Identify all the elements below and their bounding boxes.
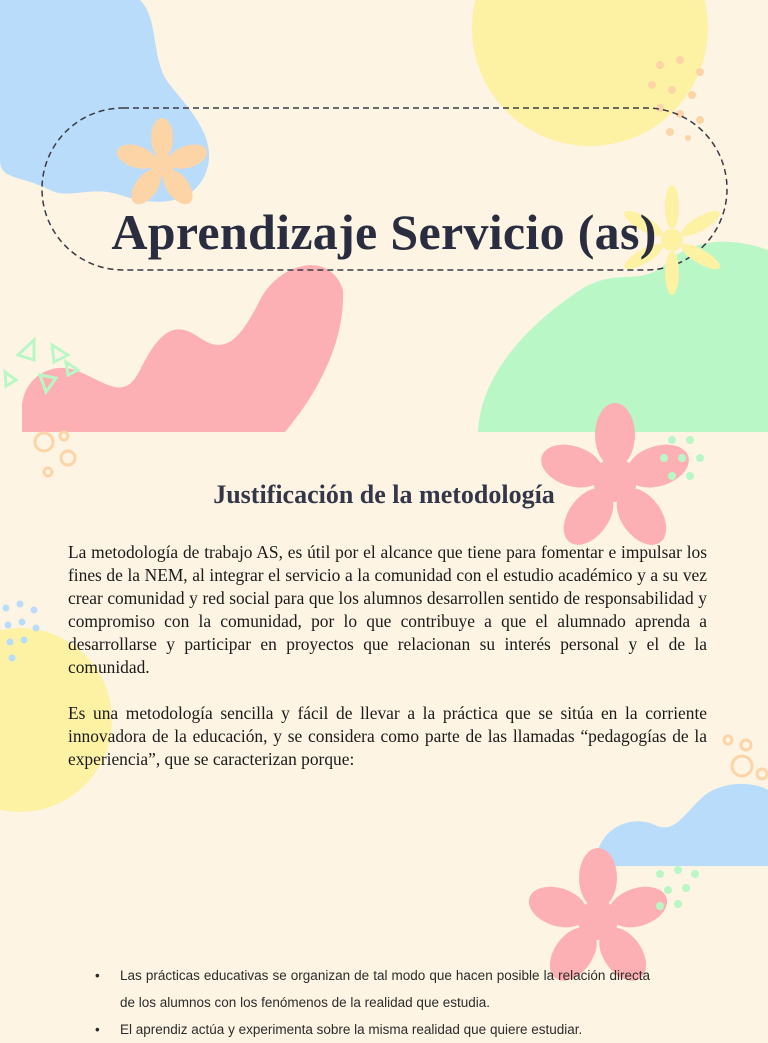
list-item — [95, 1016, 650, 1043]
list-item-text: El aprendiz actúa y experimenta sobre la misma realidad que quiere estudiar. — [120, 1022, 583, 1037]
paragraph-2: Es una metodología sencilla y fácil de llevar a la práctica que se sitúa en la corriente innovadora de la educación, y se considera como parte de las llamadas “pedagogías de la experiencia”, que se caracterizan porque: — [68, 703, 707, 769]
blue-blob-top — [0, 0, 209, 202]
list-item-text: Las prácticas educativas se organizan de tal modo que hacen posible la relación directa de los alumnos con los fenómenos de la realidad que estudia. — [120, 968, 650, 1010]
orange-rings-left — [35, 432, 75, 476]
blue-blob-bottom — [596, 784, 768, 866]
bullet-icon: • — [95, 1022, 100, 1037]
paragraph-1: La metodología de trabajo AS, es útil por el alcance que tiene para fomentar e impulsar los fines de la NEM, al integrar el servicio a la comunidad con el estudio académico y a su vez crear comunidad y red social para que los alumnos desarrollen sentido de responsabilidad y compromiso con la comunidad, por lo que contribuye a que el alumnado aprenda a desarrollarse y participar en proyectos que relacionan su interés personal y el de la comunidad. — [68, 542, 707, 677]
bullet-icon: • — [95, 968, 100, 983]
yellow-circle-top — [472, 0, 708, 146]
section-title: Justificación de la metodología — [213, 480, 555, 509]
bullet-list — [95, 962, 650, 1043]
green-dots-bottom — [656, 866, 699, 910]
pink-blob-left — [22, 265, 343, 432]
list-item — [95, 962, 650, 1016]
page-title: Aprendizaje Servicio (as) — [111, 204, 657, 260]
